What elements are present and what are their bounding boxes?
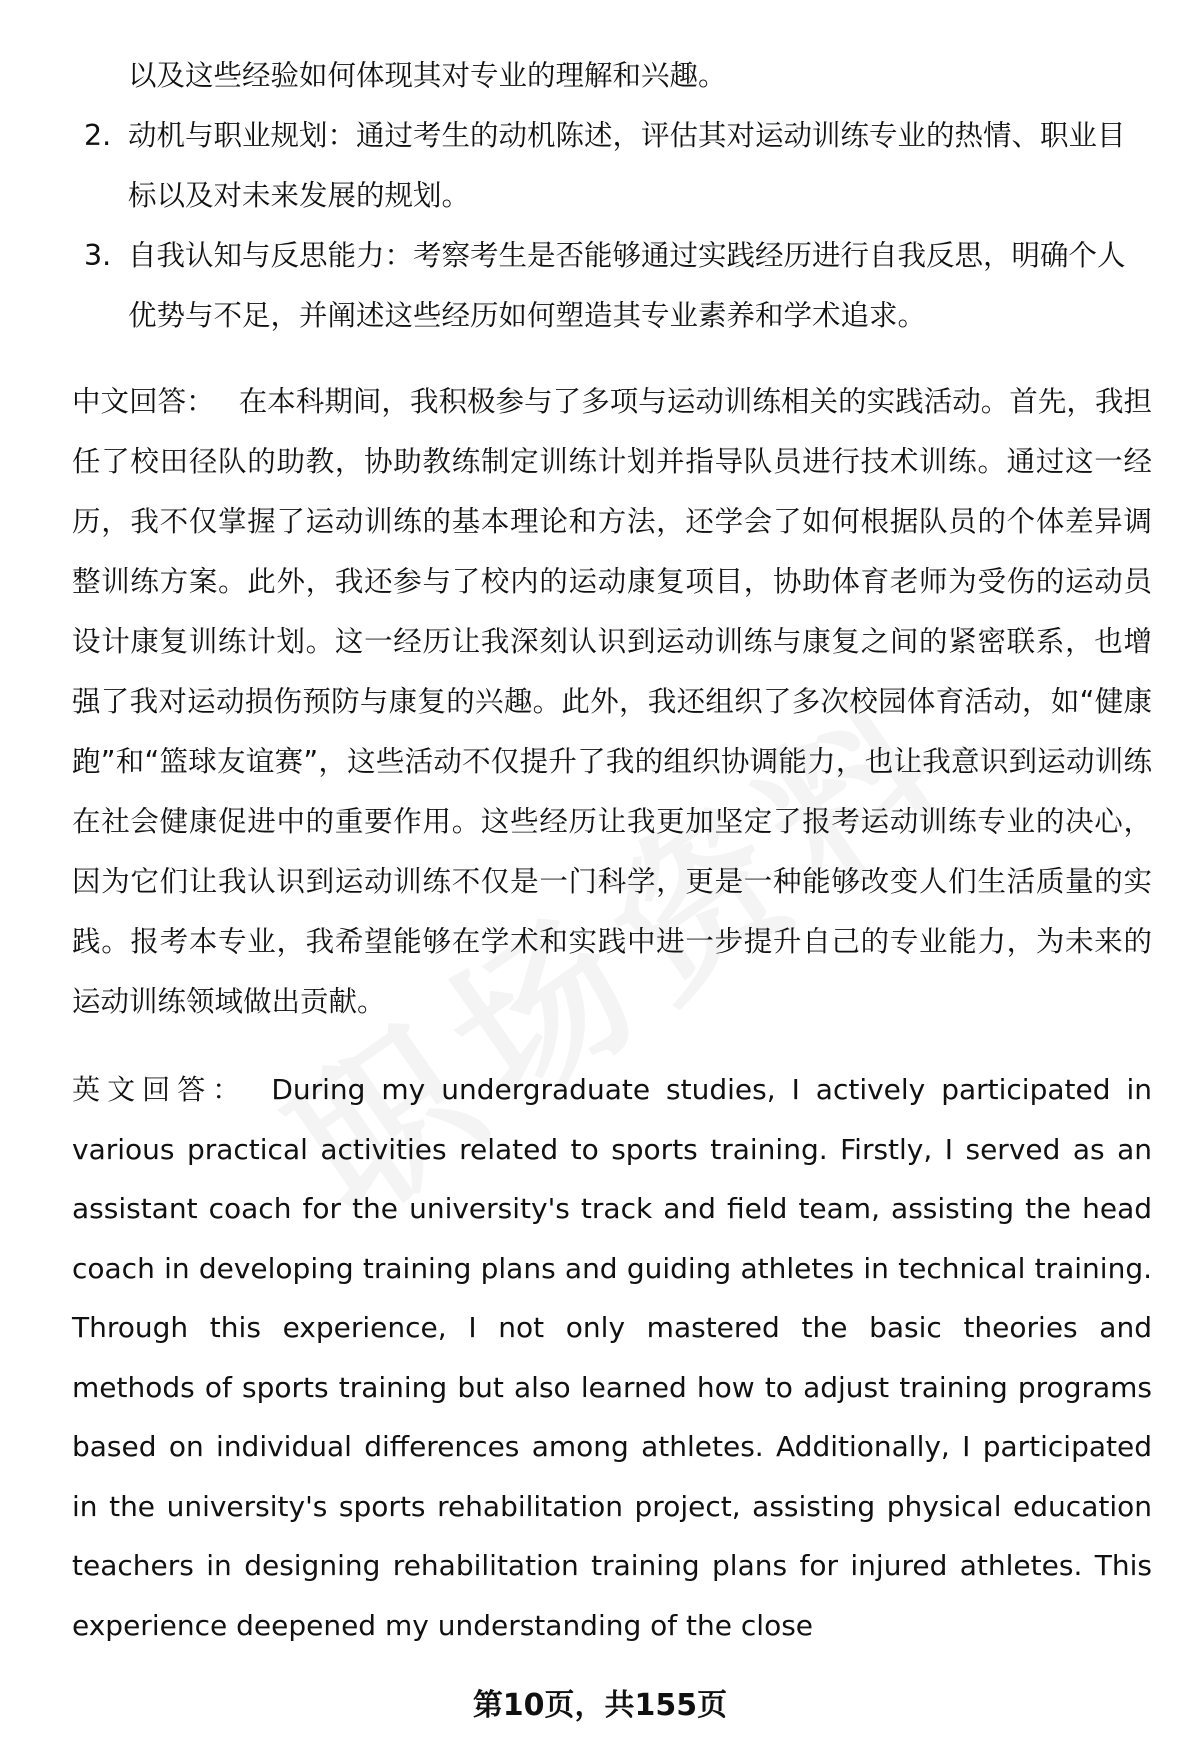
- english-answer-paragraph: [72, 1060, 1152, 1655]
- chinese-answer-text: 在本科期间，我积极参与了多项与运动训练相关的实践活动。首先，我担任了校田径队的助教，协助教练制定训练计划并指导队员进行技术训练。通过这一经历，我不仅掌握了运动训练的基本理论和方法，还学会了如何根据队员的个体差异调整训练方案。此外，我还参与了校内的运动康复项目，协助体育老师为受伤的运动员设计康复训练计划。这一经历让我深刻认识到运动训练与康复之间的紧密联系，也增强了我对运动损伤预防与康复的兴趣。此外，我还组织了多次校园体育活动，如“健康跑”和“篮球友谊赛”，这些活动不仅提升了我的组织协调能力，也让我意识到运动训练在社会健康促进中的重要作用。这些经历让我更加坚定了报考运动训练专业的决心，因为它们让我认识到运动训练不仅是一门科学，更是一种能够改变人们生活质量的实践。报考本专业，我希望能够在学术和实践中进一步提升自己的专业能力，为未来的运动训练领域做出贡献。: [72, 385, 1152, 1018]
- list-item: [72, 226, 1152, 346]
- list-item: [72, 106, 1152, 226]
- chinese-answer-paragraph: [72, 372, 1152, 1032]
- chinese-answer-label: 中文回答：: [72, 385, 215, 418]
- english-answer-text: During my undergraduate studies, I actively participated in various practical activities related to sports training. Firstly, I served as an assistant coach for the university's track and field team, assisting the head coach in developing training plans and guiding athletes in technical training. Through this experience, I not only mastered the basic theories and methods of sports training but also learned how to adjust training programs based on individual differences among athletes. Additionally, I participated in the university's sports rehabilitation project, assisting physical education teachers in designing rehabilitation training plans for injured athletes. This experience deepened my understanding of the close: [72, 1073, 1152, 1642]
- list-item-number: 3.: [84, 239, 112, 272]
- continuation-line: 以及这些经验如何体现其对专业的理解和兴趣。: [128, 59, 727, 92]
- page-number-label: 第10页，共155页: [472, 1688, 728, 1723]
- criteria-list: [72, 106, 1152, 346]
- page-content: [72, 46, 1152, 1655]
- english-answer-label: 英文回答：: [72, 1073, 248, 1106]
- list-item-text: 自我认知与反思能力：考察考生是否能够通过实践经历进行自我反思，明确个人优势与不足，并阐述这些经历如何塑造其专业素养和学术追求。: [128, 239, 1126, 332]
- list-item-text: 动机与职业规划：通过考生的动机陈述，评估其对运动训练专业的热情、职业目标以及对未来发展的规划。: [128, 119, 1126, 212]
- page-footer: [0, 1680, 1200, 1724]
- list-item-number: 2.: [84, 119, 112, 152]
